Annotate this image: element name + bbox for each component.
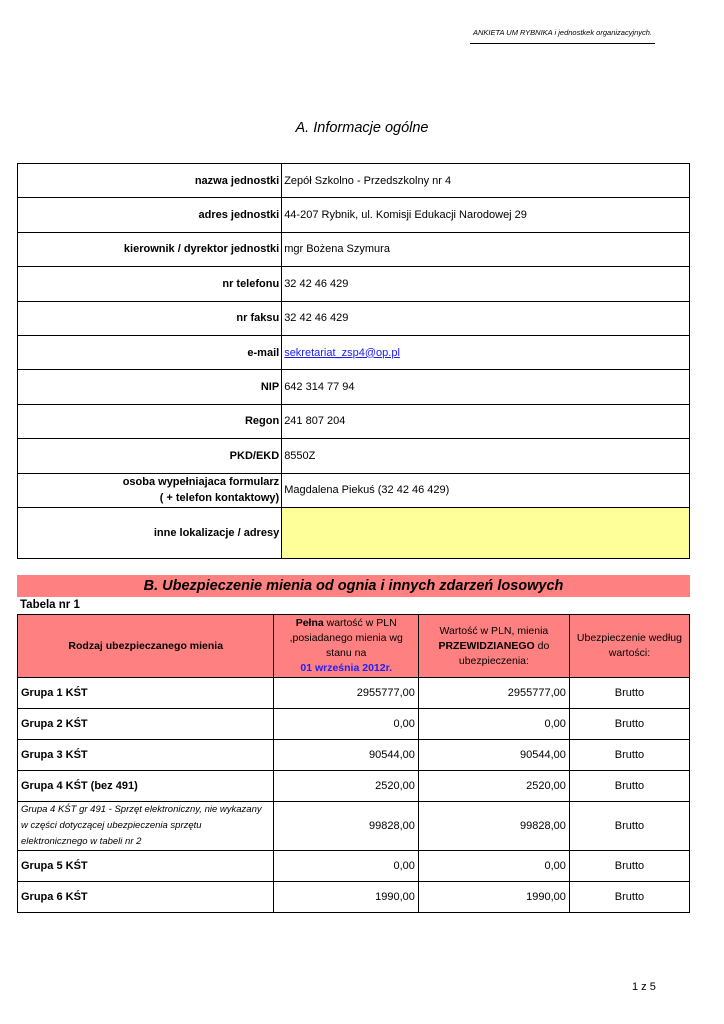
row-planned-value: 99828,00 [418,802,569,851]
table-label: Tabela nr 1 [20,599,80,611]
info-row-phone [18,267,690,301]
table-row [18,740,690,771]
row-planned-value: 1990,00 [418,882,569,913]
table-row [18,678,690,709]
table-row [18,771,690,802]
row-name: Grupa 4 KŚT (bez 491) [18,771,274,802]
row-basis: Brutto [569,851,689,882]
email-label: e-mail [18,335,282,369]
info-row-other-locations [18,507,690,558]
filler-label [18,473,282,507]
other-locations-label: inne lokalizacje / adresy [18,507,282,558]
row-basis: Brutto [569,882,689,913]
email-link[interactable]: sekretariat_zsp4@op.pl [284,346,400,359]
section-a-title: A. Informacje ogólne [295,120,429,136]
col-header-full-value-bold: Pełna [295,617,324,629]
director-label: kierownik / dyrektor jednostki [18,232,282,266]
row-name: Grupa 6 KŚT [18,882,274,913]
unit-name-value: Zepół Szkolno - Przedszkolny nr 4 [282,164,690,198]
row-name: Grupa 4 KŚT gr 491 - Sprzęt elektroniczny, nie wykazany w części dotyczącej ubezpieczenia sprzętu elektronicznego w tabeli nr 2 [18,802,274,851]
address-label: adres jednostki [18,198,282,232]
col-header-insurance-basis: Ubezpieczenie według wartości: [569,615,689,678]
row-full-value: 2520,00 [274,771,418,802]
row-basis: Brutto [569,740,689,771]
col-header-planned-value [418,615,569,678]
section-b-title: B. Ubezpieczenie mienia od ognia i innych zdarzeń losowych [17,575,690,597]
col-header-planned-text2: do ubezpieczenia: [458,639,550,667]
col-header-full-value-text: wartość w PLN ,posiadanego mienia wg stanu na [289,617,403,659]
phone-label: nr telefonu [18,267,282,301]
row-basis: Brutto [569,678,689,709]
fax-value: 32 42 46 429 [282,301,690,335]
unit-name-label: nazwa jednostki [18,164,282,198]
row-full-value: 2955777,00 [274,678,418,709]
property-table-header [18,615,690,678]
info-row-nip [18,370,690,404]
col-header-property-type: Rodzaj ubezpieczanego mienia [18,615,274,678]
pkd-value: 8550Z [282,439,690,473]
nip-label: NIP [18,370,282,404]
info-row-director [18,232,690,266]
info-row-filler [18,473,690,507]
row-full-value: 0,00 [274,709,418,740]
regon-label: Regon [18,404,282,438]
row-full-value: 99828,00 [274,802,418,851]
phone-value: 32 42 46 429 [282,267,690,301]
row-basis: Brutto [569,802,689,851]
row-planned-value: 0,00 [418,851,569,882]
row-name: Grupa 2 KŚT [18,709,274,740]
table-row [18,709,690,740]
email-cell [282,335,690,369]
row-planned-value: 2955777,00 [418,678,569,709]
row-basis: Brutto [569,771,689,802]
row-full-value: 1990,00 [274,882,418,913]
property-table [17,614,690,913]
filler-label-line2: ( + telefon kontaktowy) [159,492,280,505]
table-row [18,851,690,882]
filler-label-line1: osoba wypełniajaca formularz [122,476,280,489]
info-row-fax [18,301,690,335]
page-number: 1 z 5 [632,981,656,993]
row-full-value: 90544,00 [274,740,418,771]
info-row-address [18,198,690,232]
col-header-planned-text1: Wartość w PLN, mienia [439,624,549,637]
info-row-unit-name [18,164,690,198]
row-full-value: 0,00 [274,851,418,882]
row-planned-value: 0,00 [418,709,569,740]
table-row [18,802,690,851]
col-header-full-value [274,615,418,678]
row-name: Grupa 5 KŚT [18,851,274,882]
header-note: ANKIETA UM RYBNIKA i jednostkek organizacyjnych. [470,28,655,44]
col-header-date: 01 września 2012r. [300,662,393,674]
fax-label: nr faksu [18,301,282,335]
general-info-table [17,163,690,559]
row-planned-value: 90544,00 [418,740,569,771]
address-value: 44-207 Rybnik, ul. Komisji Edukacji Narodowej 29 [282,198,690,232]
info-row-regon [18,404,690,438]
col-header-planned-bold: PRZEWIDZIANEGO [438,639,535,652]
nip-value: 642 314 77 94 [282,370,690,404]
regon-value: 241 807 204 [282,404,690,438]
info-row-email [18,335,690,369]
row-basis: Brutto [569,709,689,740]
row-name: Grupa 3 KŚT [18,740,274,771]
director-value: mgr Bożena Szymura [282,232,690,266]
pkd-label: PKD/EKD [18,439,282,473]
table-row [18,882,690,913]
info-row-pkd [18,439,690,473]
row-name: Grupa 1 KŚT [18,678,274,709]
row-planned-value: 2520,00 [418,771,569,802]
other-locations-value[interactable] [282,507,690,558]
filler-value: Magdalena Piekuś (32 42 46 429) [282,473,690,507]
